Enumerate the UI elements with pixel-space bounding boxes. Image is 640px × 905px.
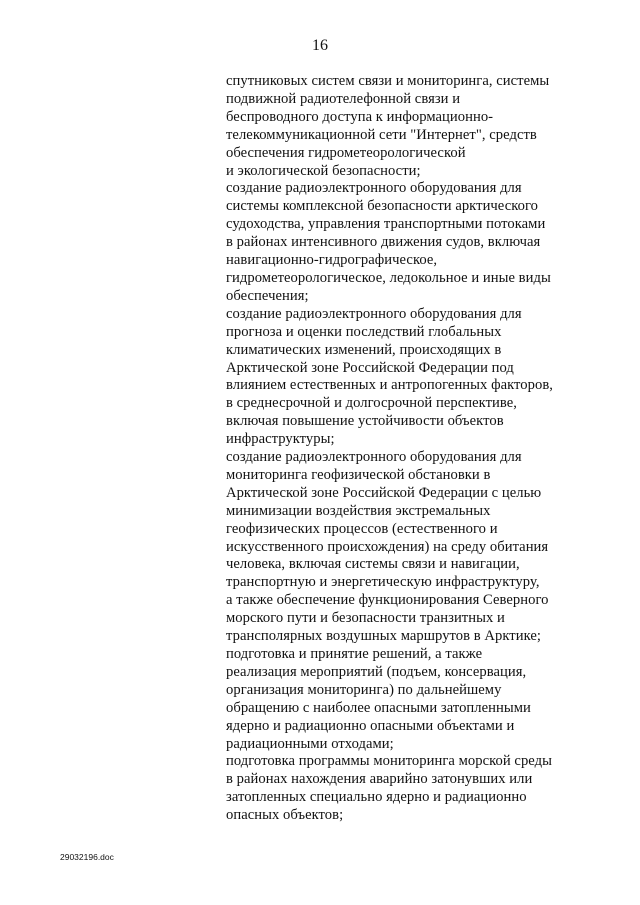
text-line: организация мониторинга) по дальнейшему <box>226 681 502 698</box>
file-name-footer: 29032196.doc <box>60 852 114 862</box>
text-line: обращению с наиболее опасными затопленными <box>226 699 531 716</box>
text-line: подвижной радиотелефонной связи и <box>226 90 461 107</box>
text-line: влиянием естественных и антропогенных факторов, <box>226 377 553 394</box>
text-line: а также обеспечение функционирования Северного <box>226 592 549 609</box>
text-line: обеспечения; <box>226 287 309 304</box>
text-line: ядерно и радиационно опасными объектами и <box>226 717 515 734</box>
text-line: гидрометеорологическое, ледокольное и иные виды <box>226 269 551 286</box>
text-line: обеспечения гидрометеорологической <box>226 144 466 161</box>
text-line: телекоммуникационной сети "Интернет", средств <box>226 126 537 143</box>
text-line: навигационно-гидрографическое, <box>226 252 438 269</box>
text-line: геофизических процессов (естественного и <box>226 520 498 537</box>
text-line: системы комплексной безопасности арктического <box>226 198 538 215</box>
text-line: судоходства, управления транспортными потоками <box>226 216 546 233</box>
text-line: спутниковых систем связи и мониторинга, системы <box>226 73 550 89</box>
page-number: 16 <box>312 37 328 54</box>
text-line: создание радиоэлектронного оборудования для <box>226 180 522 197</box>
text-line: подготовка и принятие решений, а также <box>226 646 483 662</box>
text-line: беспроводного доступа к информационно- <box>226 108 494 125</box>
text-line: трансполярных воздушных маршрутов в Арктике; <box>226 628 541 645</box>
text-line: в среднесрочной и долгосрочной перспективе, <box>226 395 517 412</box>
text-line: опасных объектов; <box>226 807 344 824</box>
text-line: радиационными отходами; <box>226 735 394 752</box>
text-line: минимизации воздействия экстремальных <box>226 502 491 519</box>
text-line: создание радиоэлектронного оборудования для <box>226 449 522 466</box>
text-line: искусственного происхождения) на среду обитания <box>226 538 549 555</box>
body-text <box>226 73 626 825</box>
text-line: включая повышение устойчивости объектов <box>226 413 504 430</box>
text-line: подготовка программы мониторинга морской среды <box>226 753 552 770</box>
text-line: в районах нахождения аварийно затонувших или <box>226 771 533 788</box>
text-line: климатических изменений, происходящих в <box>226 341 502 358</box>
text-line: инфраструктуры; <box>226 431 335 448</box>
text-line: транспортную и энергетическую инфраструктуру, <box>226 574 540 591</box>
text-line: затопленных специально ядерно и радиационно <box>226 789 527 806</box>
text-line: и экологической безопасности; <box>226 162 421 179</box>
text-line: мониторинга геофизической обстановки в <box>226 466 491 483</box>
text-line: Арктической зоне Российской Федерации под <box>226 359 514 376</box>
text-line: в районах интенсивного движения судов, включая <box>226 234 541 251</box>
text-line: реализация мероприятий (подъем, консервация, <box>226 663 527 680</box>
text-line: морского пути и безопасности транзитных и <box>226 610 505 627</box>
text-line: прогноза и оценки последствий глобальных <box>226 323 502 340</box>
text-line: создание радиоэлектронного оборудования для <box>226 305 522 322</box>
text-line: Арктической зоне Российской Федерации с целью <box>226 484 542 501</box>
text-line: человека, включая системы связи и навигации, <box>226 556 520 573</box>
